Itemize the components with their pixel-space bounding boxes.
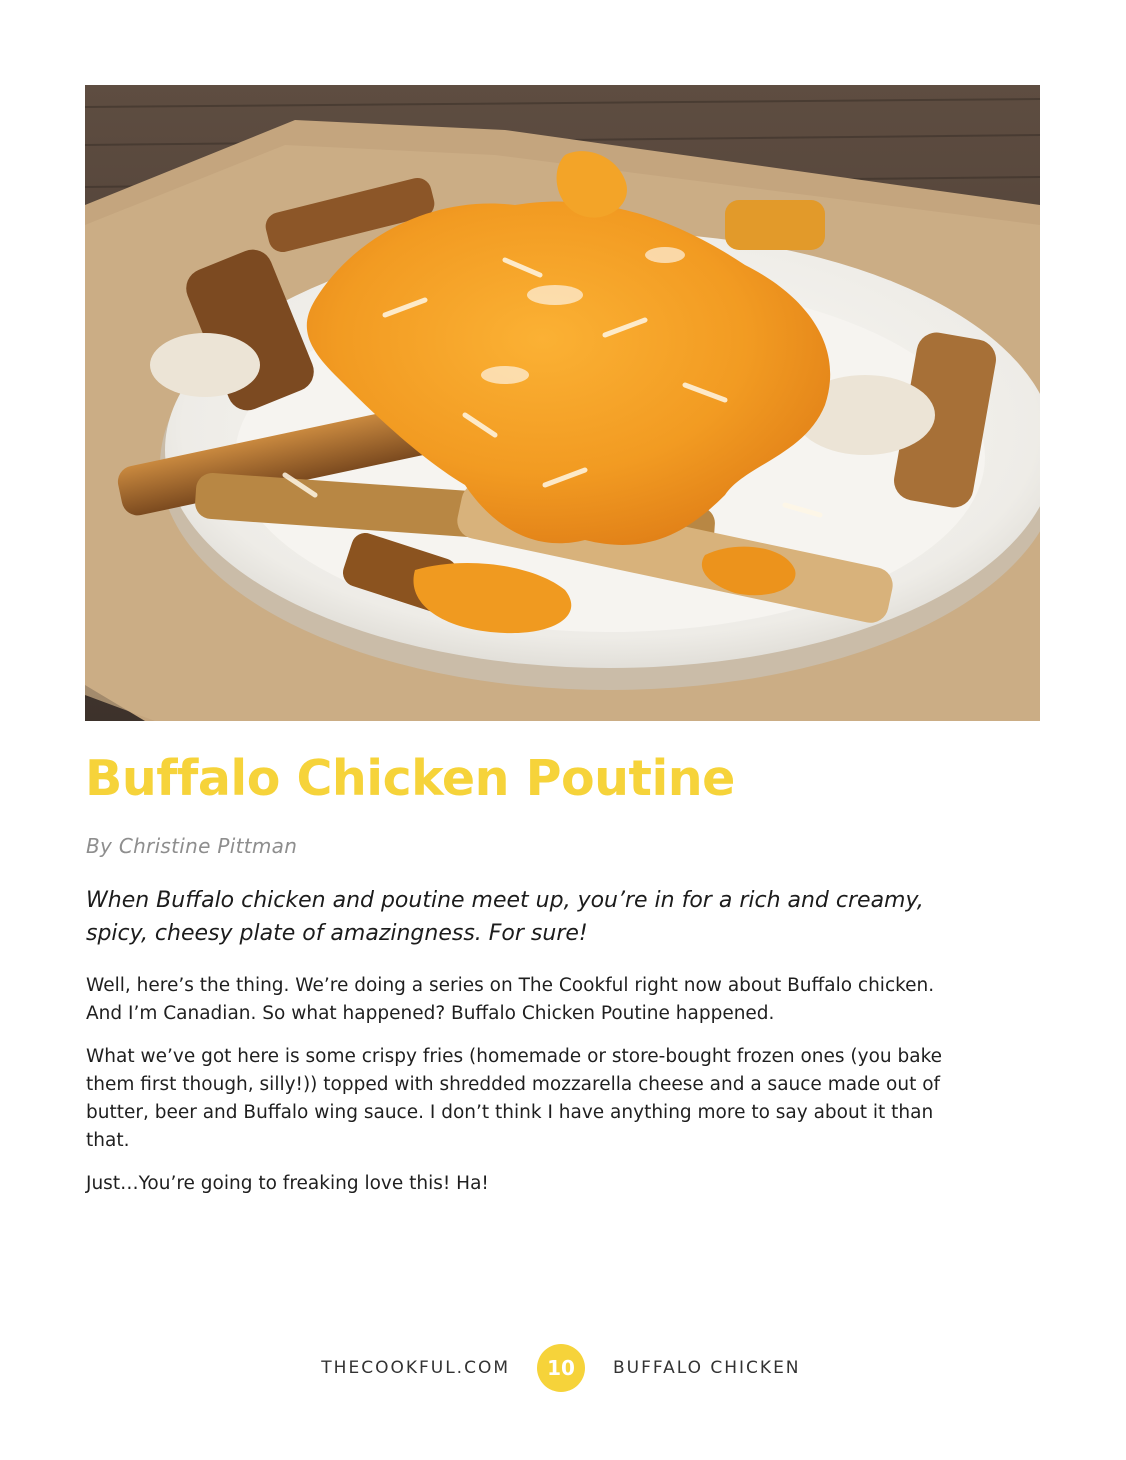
body-line: butter, beer and Buffalo wing sauce. I don’t think I have anything more to say about it than <box>86 1102 934 1123</box>
hero-photo <box>85 85 1040 721</box>
page-footer <box>0 1344 1126 1394</box>
page-title: Buffalo Chicken Poutine <box>85 750 735 807</box>
footer-section-label: BUFFALO CHICKEN <box>613 1358 801 1378</box>
body-line: them first though, silly!)) topped with shredded mozzarella cheese and a sauce made out of <box>86 1074 941 1095</box>
page-number-badge: 10 <box>537 1344 585 1392</box>
body-line: that. <box>86 1130 130 1151</box>
lede-line: When Buffalo chicken and poutine meet up, you’re in for a rich and creamy, <box>86 888 924 913</box>
body-paragraph <box>86 1043 1046 1155</box>
body-paragraph <box>86 972 1046 1028</box>
footer-site-link[interactable]: THECOOKFUL.COM <box>321 1358 510 1378</box>
body-line: Well, here’s the thing. We’re doing a series on The Cookful right now about Buffalo chicken. <box>86 975 935 996</box>
lede-line: spicy, cheesy plate of amazingness. For sure! <box>86 921 588 946</box>
lede-paragraph <box>86 884 1041 950</box>
article-body <box>86 972 1046 1213</box>
body-line: Just…You’re going to freaking love this! Ha! <box>86 1173 489 1194</box>
body-paragraph <box>86 1170 1046 1198</box>
author-byline: By Christine Pittman <box>86 834 298 858</box>
body-line: And I’m Canadian. So what happened? Buffalo Chicken Poutine happened. <box>86 1003 775 1024</box>
body-line: What we’ve got here is some crispy fries (homemade or store-bought frozen ones (you bake <box>86 1046 943 1067</box>
